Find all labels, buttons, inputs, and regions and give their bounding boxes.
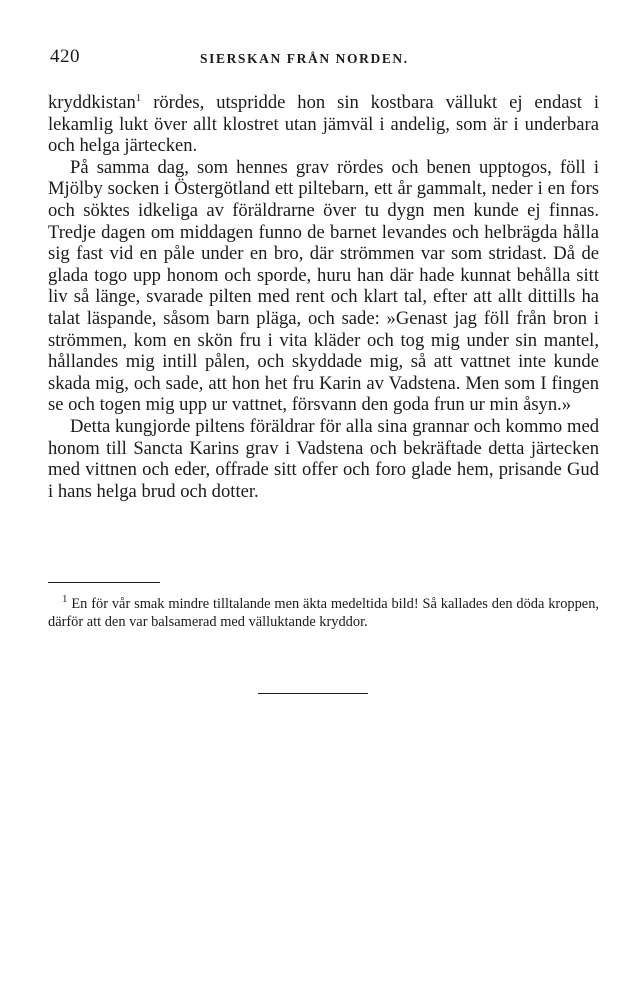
paragraph-2: På samma dag, som hennes grav rördes och benen upptogos, föll i Mjölby socken i Östergötland ett piltebarn, ett år gammalt, neder i en fors och söktes idkeliga av föräldrarne över tu dygn men kunde ej finnas. Tredje dagen om middagen funno de barnet levandes och helbrägda hålla sig fast vid en påle under en bro, där strömmen var som stridast. Då de glada togo upp honom och sporde, huru han där hade kunnat behålla sitt liv så länge, svarade pilten med rent och klart tal, efter att allt dittills ha talat läspande, såsom barn pläga, och sade: »Genast jag föll från bron i strömmen, kom en skön fru i vita kläder och tog mig under sin mantel, hållandes mig intill pålen, och skyddade mig, så att vattnet inte kunde skada mig, och sade, att hon het fru Karin av Vadstena. Men som I fingen se och togen mig upp ur vattnet, försvann den goda frun ur min åsyn.»	[48, 156, 599, 416]
paragraph-1-start: kryddkistan	[48, 92, 136, 113]
body-text	[48, 92, 599, 502]
footnote-reference: 1	[135, 91, 142, 104]
running-title: SIERSKAN FRÅN NORDEN.	[200, 51, 409, 66]
footnote	[48, 593, 599, 631]
footnote-body: En för vår smak mindre tilltalande men äkta medeltida bild! Så kallades den döda kroppen, därför att den var balsamerad med välluktande kryddor.	[48, 596, 599, 630]
page-header	[50, 46, 585, 70]
footnote-text	[48, 593, 599, 631]
section-end-rule	[258, 693, 368, 694]
paragraph-1-rest: rördes, utspridde hon sin kostbara vällukt ej endast i lekamlig lukt över allt klostret utan jämväl i andelig, som är i underbara och helga järtecken.	[48, 92, 599, 157]
footnote-marker: 1	[62, 593, 68, 606]
paragraph-3: Detta kungjorde piltens föräldrar för alla sina grannar och kommo med honom till Sancta Karins grav i Vadstena och bekräftade detta järtecken med vittnen och eder, offrade sitt offer och foro glade hem, prisande Gud i hans helga brud och dotter.	[48, 415, 599, 502]
footnote-separator	[48, 582, 160, 583]
page-number: 420	[50, 46, 80, 67]
paragraph-1	[48, 92, 599, 157]
